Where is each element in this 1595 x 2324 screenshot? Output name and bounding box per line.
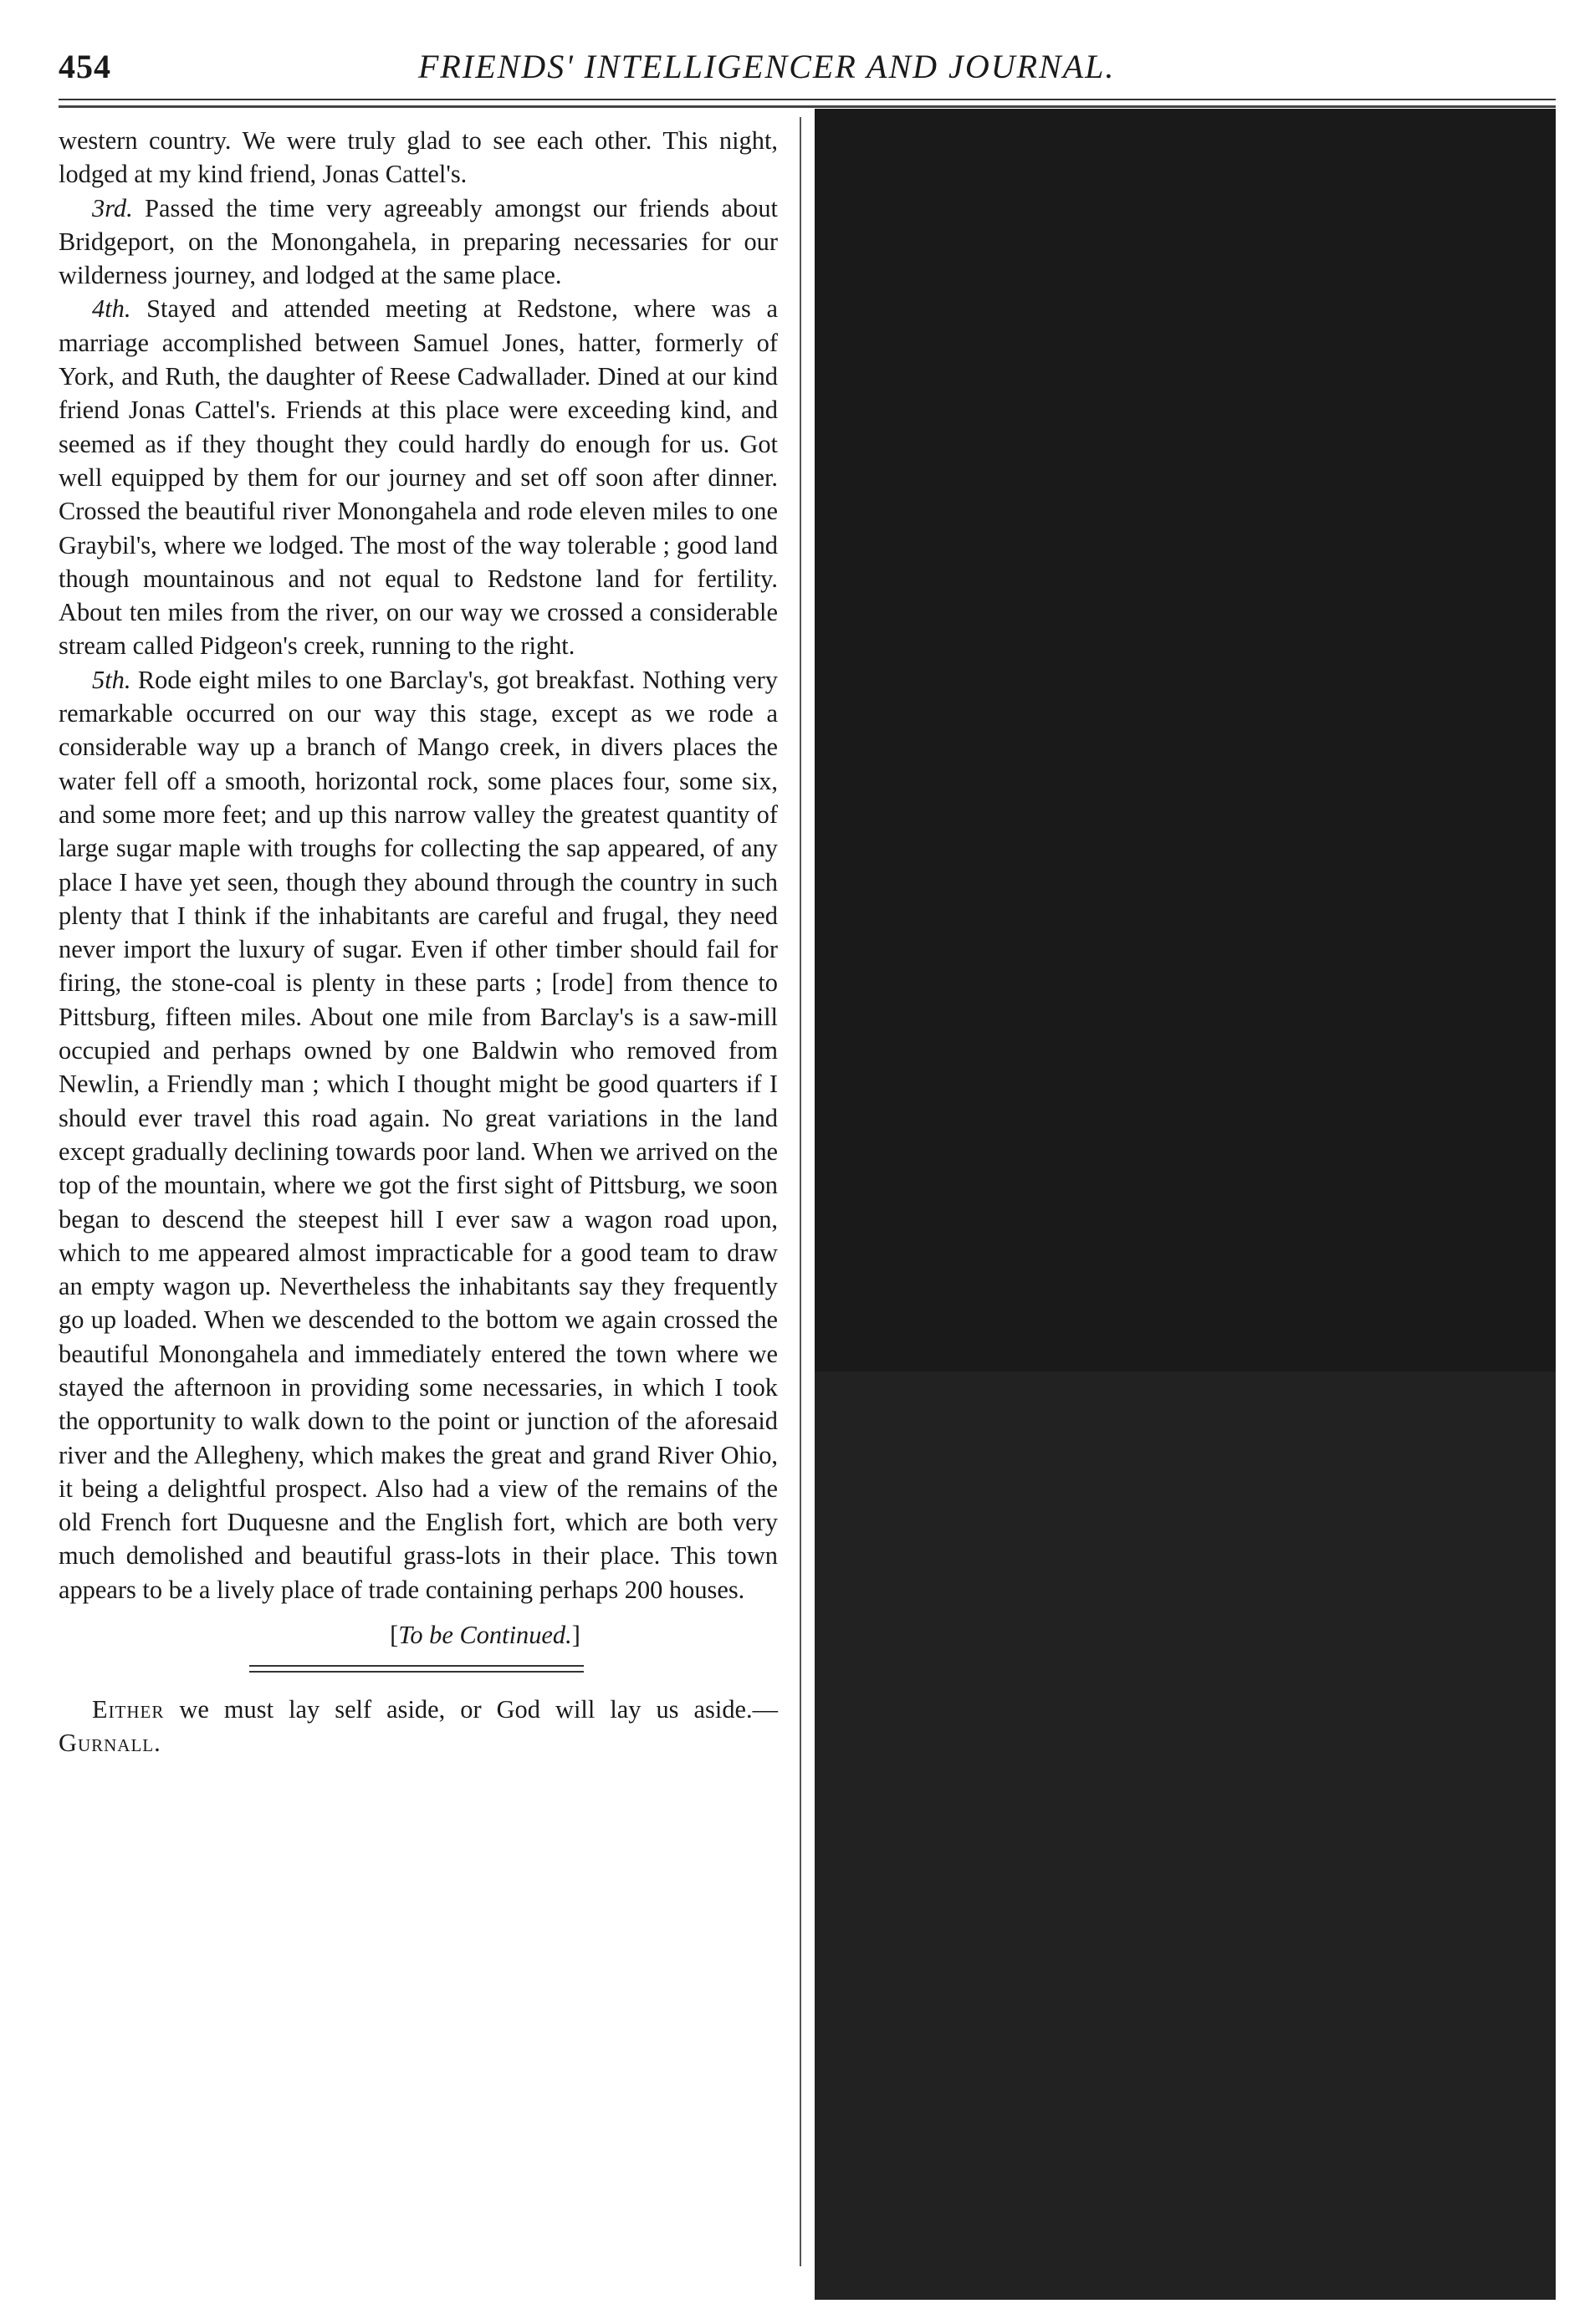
bracket-open: [ — [390, 1621, 399, 1650]
header-rule-double — [59, 105, 1556, 108]
article-paragraph — [59, 663, 778, 1606]
entry-date: 3rd. — [92, 193, 133, 222]
column-divider — [800, 117, 801, 2266]
continued-note — [192, 1618, 778, 1652]
redacted-column-upper — [815, 109, 1556, 1371]
entry-date: 4th. — [92, 294, 131, 324]
page-header — [59, 43, 1556, 94]
paragraph-text: western country. We were truly glad to see each other. This night, lodged at my kind friend, Jonas Cattel's. — [59, 126, 778, 189]
left-column — [59, 124, 778, 1785]
article-paragraph — [59, 124, 778, 192]
section-divider — [249, 1665, 584, 1667]
article-paragraph — [59, 192, 778, 293]
page-number: 454 — [59, 48, 111, 85]
quote-text: we must lay self aside, or God will lay us aside.— — [164, 1695, 778, 1724]
paragraph-text: Rode eight miles to one Barclay's, got breakfast. Nothing very remarkable occurred on our way this stage, except as we rode a considerable way up a branch of Mango creek, in divers places the water fell off a smooth, horizontal rock, some places four, some six, and some more feet; and up this narrow valley the greatest quantity of large sugar maple with troughs for collecting the sap appeared, of any place I have yet seen, though they abound through the country in such plenty that I think if the inhabitants are careful and frugal, they need never import the luxury of sugar. Even if other timber should fail for firing, the stone-coal is plenty in these parts ; [rode] from thence to Pittsburg, fifteen miles. About one mile from Barclay's is a saw-mill occupied and perhaps owned by one Baldwin who removed from Newlin, a Friendly man ; which I thought might be good quarters if I should ever travel this road again. No great variations in the land except gradually declining towards poor land. When we arrived on the top of the mountain, where we got the first sight of Pittsburg, we soon began to descend the steepest hill I ever saw a wagon road upon, which to me appeared almost impracticable for a good team to draw an empty wagon up. Nevertheless the inhabitants say they frequently go up loaded. When we descended to the bottom we again crossed the beautiful Monongahela and immediately entered the town where we stayed the afternoon in providing some necessaries, in which I took the opportunity to walk down to the point or junction of the aforesaid river and the Allegheny, which makes the great and grand River Ohio, it being a delightful prospect. Also had a view of the remains of the old French fort Duquesne and the English fort, which are both very much demolished and beautiful grass-lots in their place. This town appears to be a lively place of trade containing perhaps 200 houses. — [59, 665, 778, 1604]
closing-quote — [59, 1693, 778, 1760]
entry-date: 5th. — [92, 665, 131, 694]
redacted-column-lower — [815, 1371, 1556, 2300]
bracket-close: ] — [571, 1621, 580, 1650]
section-divider-double — [249, 1671, 584, 1673]
paragraph-text: Passed the time very agreeably amongst our friends about Bridgeport, on the Monongahela, in preparing necessaries for our wilderness journey, and lodged at the same place. — [59, 193, 778, 290]
running-title: FRIENDS' INTELLIGENCER AND JOURNAL. — [418, 48, 1116, 85]
header-rule — [59, 99, 1556, 100]
paragraph-text: Stayed and attended meeting at Redstone, where was a marriage accomplished between Samuel Jones, hatter, formerly of York, and Ruth, the daughter of Reese Cadwallader. Dined at our kind friend Jonas Cattel's. Friends at this place were exceeding kind, and seemed as if they thought they could hardly do enough for us. Got well equipped by them for our journey and set off soon after dinner. Crossed the beautiful river Monongahela and rode eleven miles to one Graybil's, where we lodged. The most of the way tolerable ; good land though mountainous and not equal to Redstone land for fertility. About ten miles from the river, on our way we crossed a considerable stream called Pidgeon's creek, running to the right. — [59, 294, 778, 661]
quote-author: Gurnall. — [59, 1729, 161, 1758]
continued-text: To be Continued. — [398, 1621, 572, 1650]
quote-first-word: Either — [92, 1695, 165, 1724]
article-paragraph — [59, 292, 778, 662]
